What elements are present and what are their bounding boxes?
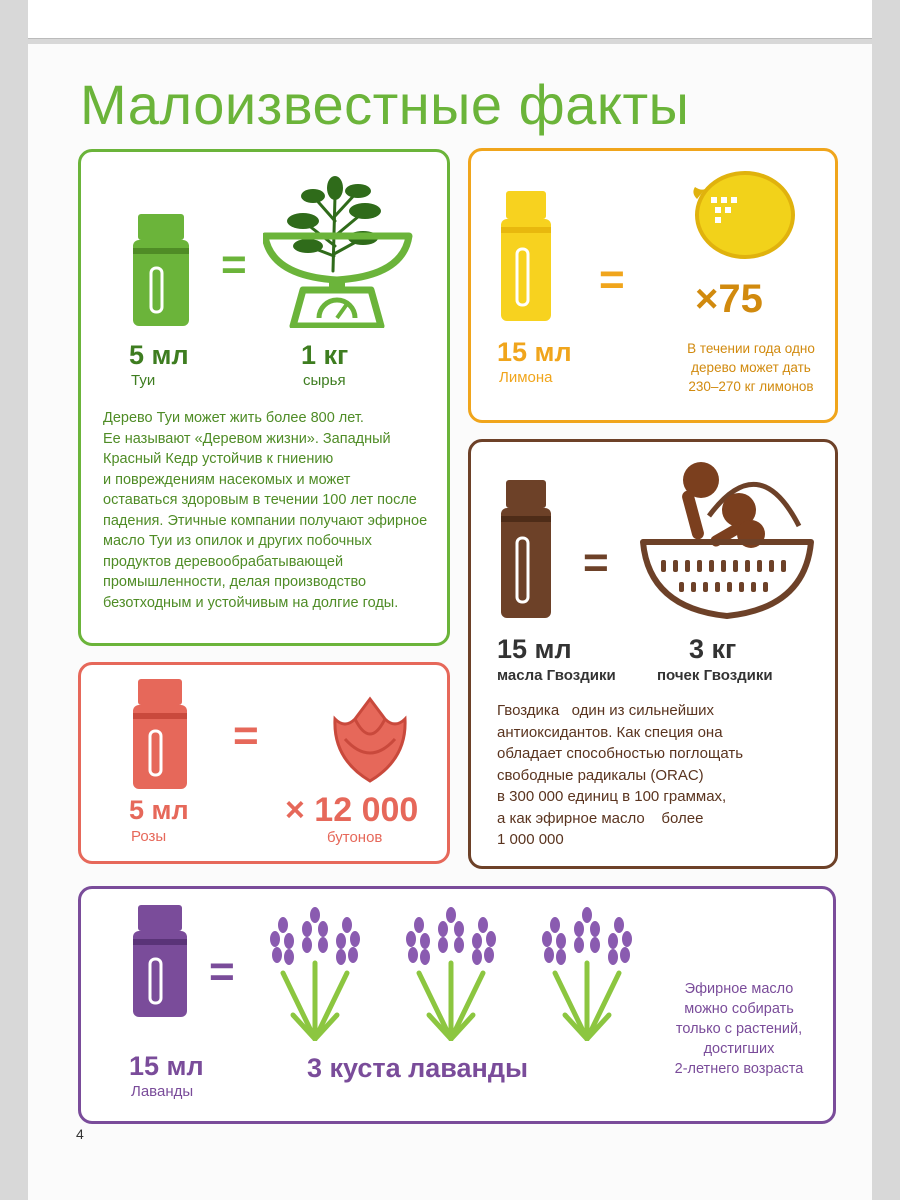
scale-with-branch-icon — [263, 176, 413, 328]
rose-card — [78, 662, 450, 864]
lemon-description: В течении года одно дерево может дать 230–270 кг лимонов — [687, 341, 815, 394]
clove-result-amount: 3 кг — [689, 634, 737, 664]
clove-description: Гвоздика один из сильнейших антиоксидантов. Как специя она обладает способностью поглощать свободные радикалы (ORAC) в 300 000 единиц в 100 граммах, а как эфирное масло более 1 000 000 — [497, 702, 744, 848]
clove-bottle-icon — [501, 480, 551, 618]
thuja-name: Туи — [131, 372, 156, 389]
rose-result-label: бутонов — [327, 829, 383, 846]
rose-amount: 5 мл — [129, 795, 189, 825]
clove-name: масла Гвоздики — [497, 667, 616, 684]
rose-name: Розы — [131, 828, 167, 845]
equals-sign: = — [599, 255, 625, 304]
rose-multiplier: × 12 000 — [285, 791, 419, 829]
clove-amount: 15 мл — [497, 634, 572, 664]
lavender-card — [78, 886, 836, 1124]
lemon-bottle-icon — [501, 191, 551, 321]
rose-bud-icon — [325, 689, 415, 785]
equals-sign: = — [233, 711, 259, 760]
lemon-icon — [689, 163, 801, 263]
page-title: Малоизвестные факты — [80, 73, 690, 136]
lemon-multiplier: ×75 — [695, 277, 763, 321]
thuja-amount: 5 мл — [129, 340, 189, 370]
lavender-description: Эфирное масло можно собирать только с растений, достигших 2-летнего возраста — [674, 981, 804, 1077]
lavender-bush-icon — [389, 903, 513, 1041]
page-number: 4 — [76, 1126, 84, 1142]
basket-with-cloves-icon — [639, 456, 815, 626]
lavender-amount: 15 мл — [129, 1051, 204, 1081]
thuja-card — [78, 149, 450, 646]
lemon-card — [468, 148, 838, 423]
previous-page-strip — [28, 0, 872, 39]
lavender-name: Лаванды — [131, 1083, 194, 1100]
equals-sign: = — [583, 538, 609, 587]
clove-result-label: почек Гвоздики — [657, 667, 773, 684]
lemon-amount: 15 мл — [497, 337, 572, 367]
thuja-description: Дерево Туи может жить более 800 лет. Ее называют «Деревом жизни». Западный Красный Кедр устойчив к гниению и повреждениям насекомых и может оставаться здоровым в течении 100 лет после падения. Этичные компании получают эфирное масло Туи из опилок и других побочных продуктов деревообрабатывающей промышленности, делая производство безотходным и устойчивым на долгие годы. — [103, 410, 428, 611]
thuja-bottle-icon — [133, 214, 189, 326]
page — [28, 44, 872, 1200]
clove-card — [468, 439, 838, 869]
lavender-bush-icon — [525, 903, 649, 1041]
equals-sign: = — [221, 240, 247, 289]
lemon-name: Лимона — [499, 369, 553, 386]
lavender-result: 3 куста лаванды — [307, 1053, 529, 1083]
lavender-bottle-icon — [133, 905, 187, 1017]
lavender-bush-icon — [253, 903, 377, 1041]
equals-sign: = — [209, 947, 235, 996]
thuja-result-amount: 1 кг — [301, 340, 349, 370]
rose-bottle-icon — [133, 679, 187, 789]
thuja-result-label: сырья — [303, 372, 346, 389]
